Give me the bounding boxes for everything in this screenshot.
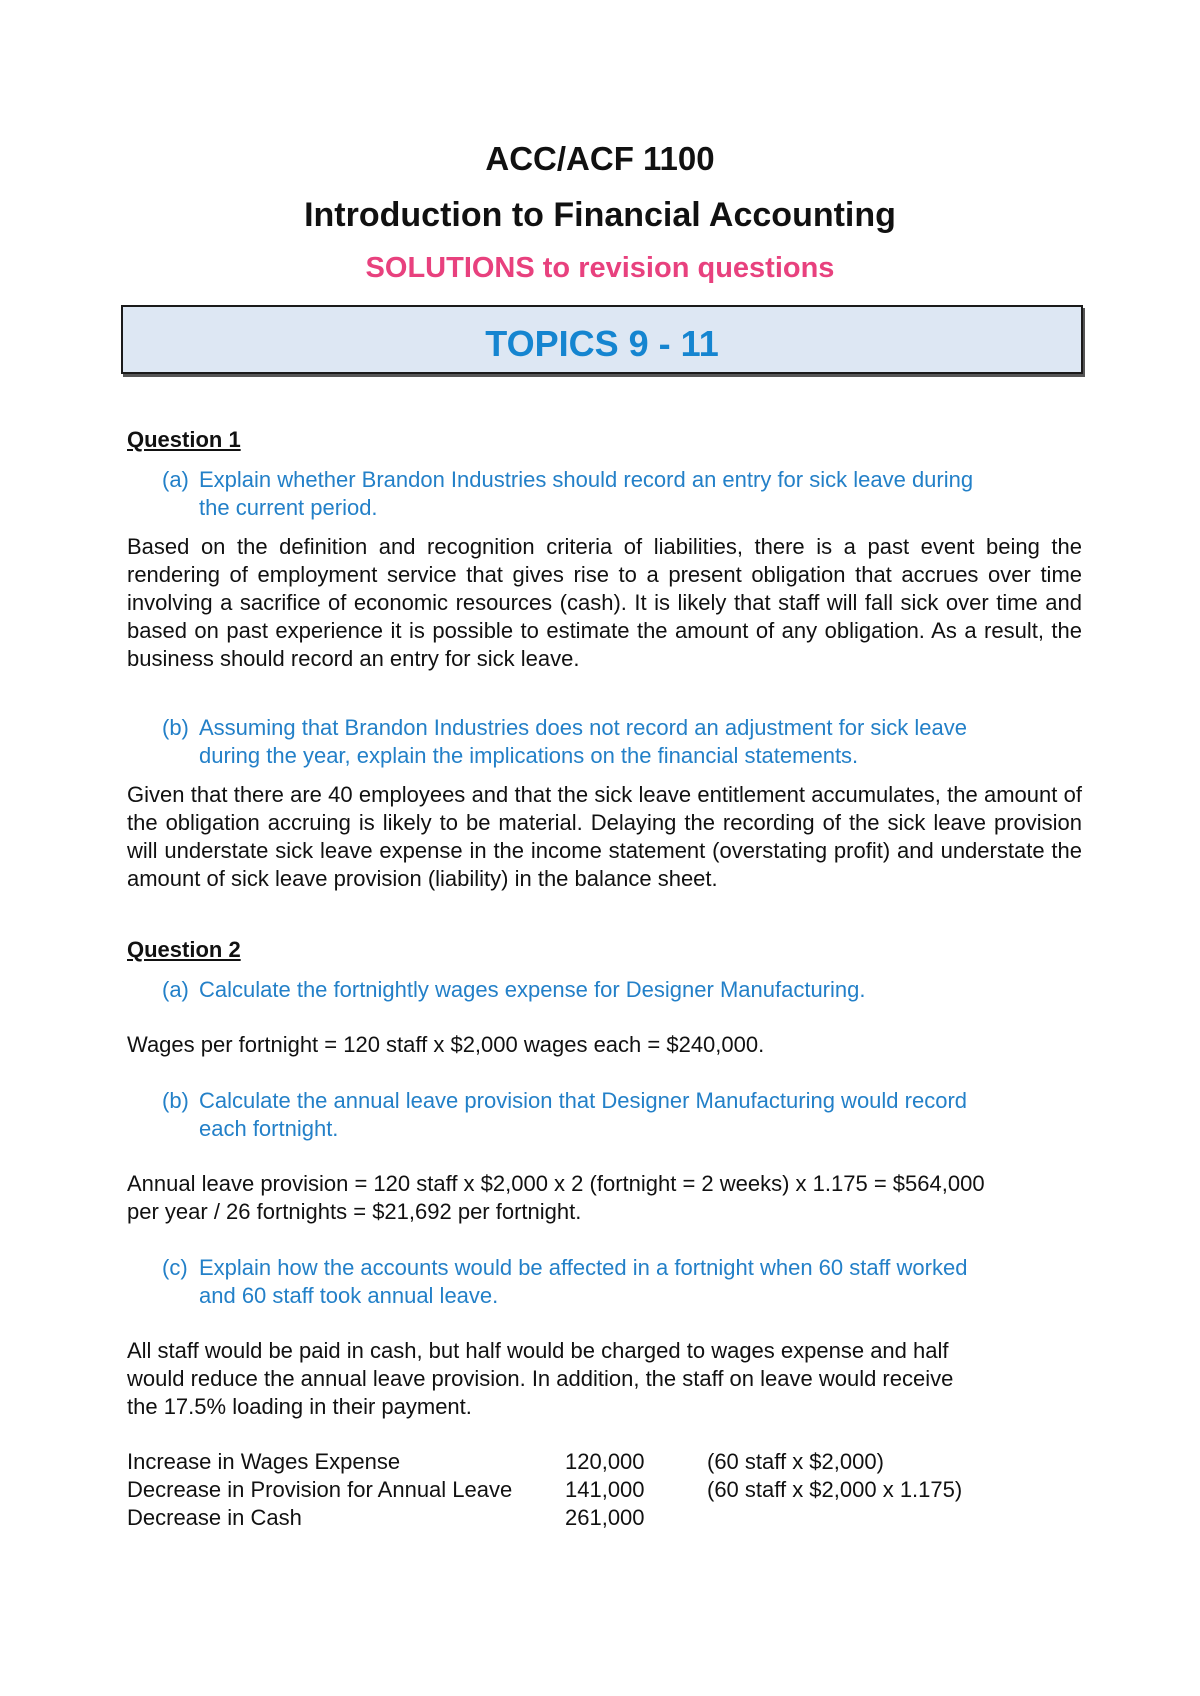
question-2c-prompt — [162, 1254, 1082, 1310]
table-row — [127, 1448, 1077, 1476]
table-item: Increase in Wages Expense — [127, 1449, 401, 1474]
question-1a-line1: Explain whether Brandon Industries should record an entry for sick leave during — [199, 467, 974, 492]
question-2b-answer-line2: per year / 26 fortnights = $21,692 per fortnight. — [127, 1199, 582, 1224]
table-row — [127, 1476, 1077, 1504]
question-2a-prompt — [162, 976, 1082, 1004]
journal-effects-table — [127, 1448, 1077, 1532]
course-title: Introduction to Financial Accounting — [304, 196, 896, 234]
table-note: (60 staff x $2,000) — [707, 1449, 884, 1474]
table-amount: 261,000 — [565, 1505, 645, 1530]
question-2c-line2: and 60 staff took annual leave. — [199, 1283, 499, 1308]
question-2c-answer-line1: All staff would be paid in cash, but half would be charged to wages expense and half — [127, 1338, 949, 1363]
question-1-heading: Question 1 — [127, 427, 241, 452]
table-amount: 120,000 — [565, 1449, 645, 1474]
question-2c-answer-line2: would reduce the annual leave provision. In addition, the staff on leave would receive — [127, 1366, 954, 1391]
question-1b-line2: during the year, explain the implications on the financial statements. — [199, 743, 859, 768]
question-1a-line2: the current period. — [199, 495, 378, 520]
table-row — [127, 1504, 1077, 1532]
question-2b-line1: Calculate the annual leave provision that Designer Manufacturing would record — [199, 1088, 968, 1113]
question-2b-answer-line1: Annual leave provision = 120 staff x $2,000 x 2 (fortnight = 2 weeks) x 1.175 = $564,000 — [127, 1171, 985, 1196]
question-2-heading: Question 2 — [127, 937, 241, 962]
question-2c-line1: Explain how the accounts would be affected in a fortnight when 60 staff worked — [199, 1255, 968, 1280]
question-2c-answer-line3: the 17.5% loading in their payment. — [127, 1394, 472, 1419]
question-2a-label: (a) — [162, 977, 189, 1002]
question-1b-prompt — [162, 714, 1082, 770]
question-2b-prompt — [162, 1087, 1082, 1143]
topics-label: TOPICS 9 - 11 — [485, 323, 719, 364]
table-item: Decrease in Provision for Annual Leave — [127, 1477, 513, 1502]
question-2a-answer: Wages per fortnight = 120 staff x $2,000 wages each = $240,000. — [127, 1032, 765, 1057]
course-code: ACC/ACF 1100 — [485, 140, 715, 177]
question-2c-label: (c) — [162, 1255, 188, 1280]
question-1a-answer: Based on the definition and recognition criteria of liabilities, there is a past event being the rendering of employment service that gives rise to a present obligation that accrues over time involving a sacrifice of economic resources (cash). It is likely that staff will fall sick over time and based on past experience it is possible to estimate the amount of any obligation. As a result, the business should record an entry for sick leave. — [127, 534, 1082, 671]
question-2a-line1: Calculate the fortnightly wages expense for Designer Manufacturing. — [199, 977, 866, 1002]
question-2b-line2: each fortnight. — [199, 1116, 339, 1141]
question-1a-prompt — [162, 466, 1082, 522]
table-amount: 141,000 — [565, 1477, 645, 1502]
question-1a-label: (a) — [162, 467, 189, 492]
question-1b-line1: Assuming that Brandon Industries does not record an adjustment for sick leave — [199, 715, 967, 740]
table-note: (60 staff x $2,000 x 1.175) — [707, 1477, 963, 1502]
topics-banner — [121, 305, 1083, 374]
question-2b-answer — [127, 1170, 1082, 1226]
question-2c-answer — [127, 1337, 1082, 1421]
question-1b-label: (b) — [162, 715, 189, 740]
question-1b-answer: Given that there are 40 employees and that the sick leave entitlement accumulates, the amount of the obligation accruing is likely to be material. Delaying the recording of the sick leave provision will understate sick leave expense in the income statement (overstating profit) and understate the amount of sick leave provision (liability) in the balance sheet. — [127, 782, 1082, 891]
table-item: Decrease in Cash — [127, 1505, 302, 1530]
document-subtitle: SOLUTIONS to revision questions — [365, 252, 835, 284]
question-2b-label: (b) — [162, 1088, 189, 1113]
